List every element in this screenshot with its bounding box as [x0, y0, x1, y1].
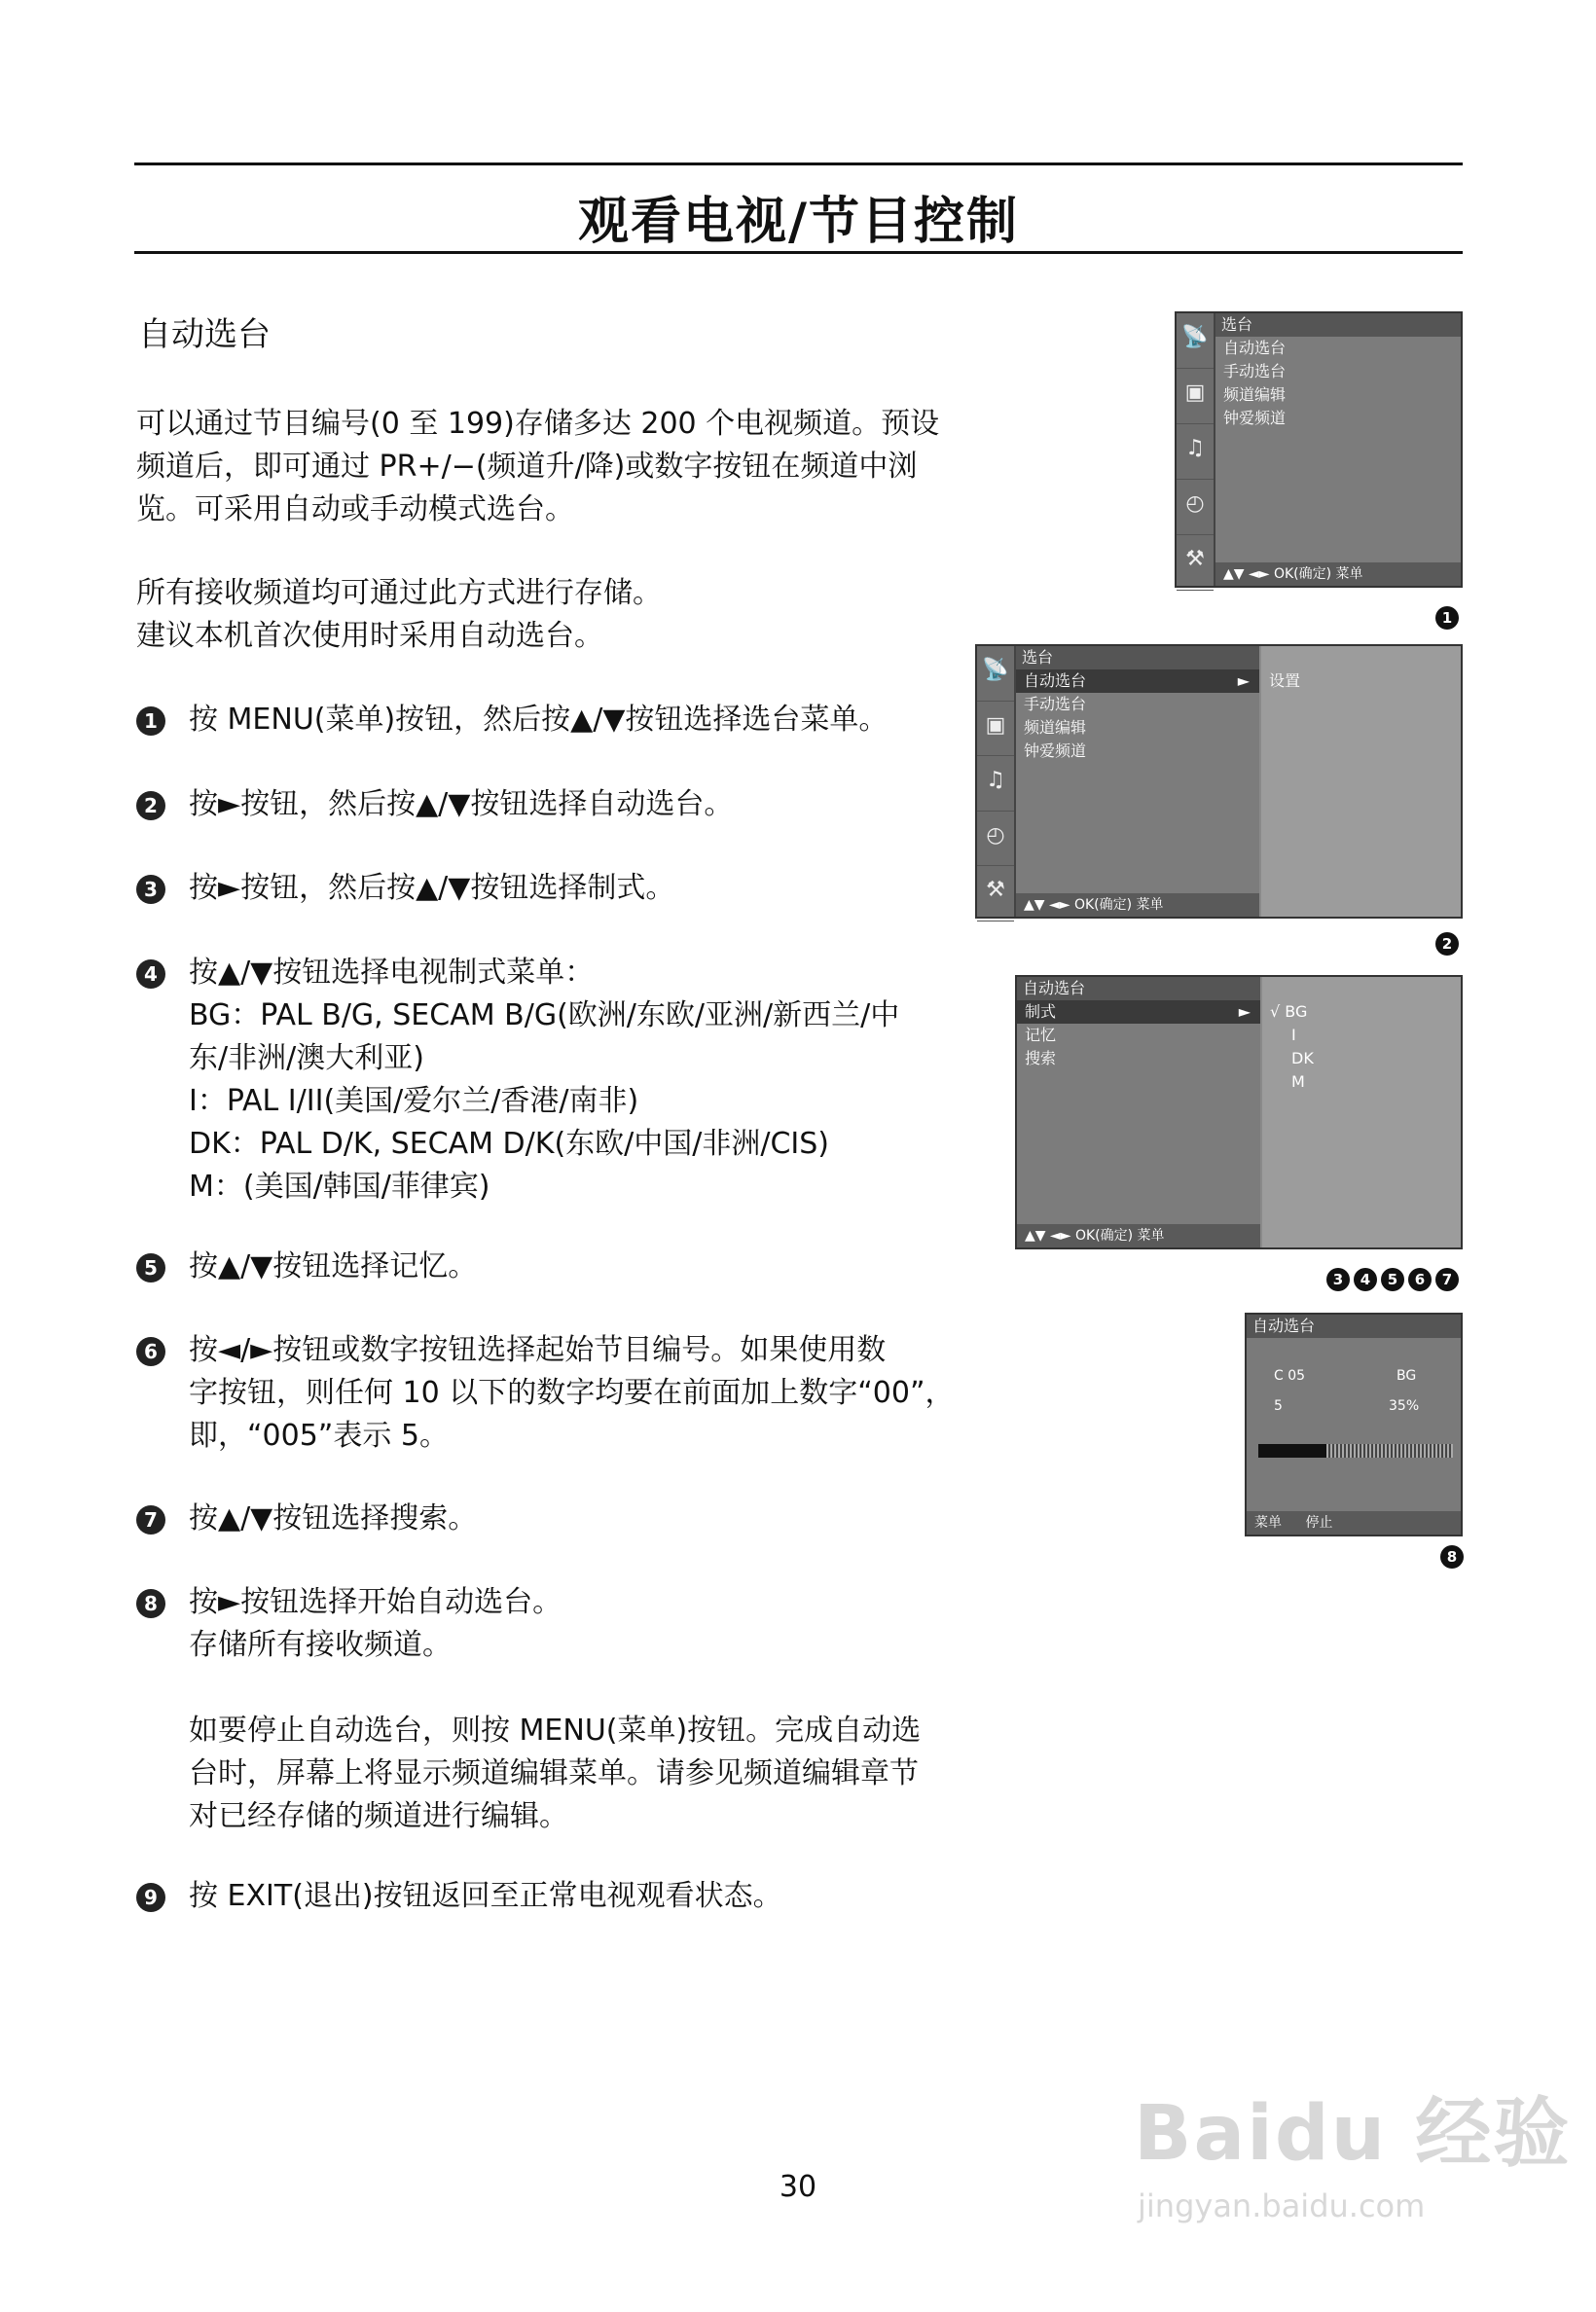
osd-footer: ▲▼ ◄► OK(确定) 菜单 — [1016, 893, 1259, 917]
osd-menu-item: 自动选台 — [1223, 339, 1287, 357]
osd-menu-item-selected — [1016, 669, 1259, 693]
intro-line: 所有接收频道均可通过此方式进行存储。 — [136, 576, 662, 610]
step-text: 按►按钮选择开始自动选台。 — [189, 1585, 562, 1619]
osd-auto-tune-select — [975, 644, 1463, 919]
figure-badge: 7 — [1435, 1268, 1459, 1291]
osd-option: M — [1291, 1072, 1305, 1091]
step-gap — [189, 1667, 993, 1710]
osd-header: 选台 — [1016, 646, 1259, 669]
osd-menu-item-label: 自动选台 — [1024, 671, 1087, 690]
step-text: M：(美国/韩国/菲律宾) — [189, 1170, 490, 1204]
step-text: 按►按钮，然后按▲/▼按钮选择制式。 — [189, 871, 675, 905]
osd-footer-menu: 菜单 — [1254, 1515, 1282, 1531]
osd-options-panel — [1262, 977, 1461, 1247]
step-8 — [136, 1581, 993, 1838]
osd-auto-tune-progress — [1245, 1313, 1463, 1536]
section-title: 自动选台 — [138, 315, 271, 354]
step-number: 5 — [136, 1253, 165, 1282]
osd-system-select — [1015, 975, 1463, 1249]
osd-icon-bar — [1177, 313, 1215, 586]
osd-menu-panel — [1215, 313, 1461, 586]
watermark-brand: Baidu 经验 — [1134, 2090, 1572, 2178]
step-text: 如要停止自动选台，则按 MENU(菜单)按钮。完成自动选 — [189, 1714, 922, 1748]
step-text: I：PAL I/II(美国/爱尔兰/香港/南非) — [189, 1084, 639, 1118]
osd-option: I — [1291, 1026, 1296, 1044]
step-text: BG：PAL B/G, SECAM B/G(欧洲/东欧/亚洲/新西兰/中 — [189, 998, 900, 1032]
step-number: 2 — [136, 791, 165, 820]
osd-submenu-panel — [1261, 646, 1461, 917]
antenna-icon: 📡 — [977, 646, 1014, 702]
osd-footer: ▲▼ ◄► OK(确定) 菜单 — [1017, 1224, 1260, 1247]
figure-badge: 5 — [1381, 1268, 1404, 1291]
step-4 — [136, 952, 993, 1209]
osd-header: 选台 — [1215, 313, 1461, 337]
figure-badge: 4 — [1354, 1268, 1377, 1291]
osd-header: 自动选台 — [1247, 1315, 1461, 1338]
osd-menu-item: 频道编辑 — [1024, 718, 1087, 737]
step-text: 按▲/▼按钮选择电视制式菜单： — [189, 956, 595, 990]
osd-menu-item: 钟爱频道 — [1024, 741, 1087, 760]
osd-menu-item: 搜索 — [1025, 1049, 1057, 1067]
page-number: 30 — [779, 2170, 817, 2204]
step-2 — [136, 783, 993, 826]
step-text: 东/非洲/澳大利亚) — [189, 1041, 424, 1075]
title-underline — [134, 251, 1463, 254]
step-number: 6 — [136, 1337, 165, 1366]
step-text: 按 EXIT(退出)按钮返回至正常电视观看状态。 — [189, 1879, 782, 1913]
tools-icon: ⚒ — [977, 866, 1014, 921]
osd-submenu-item: 设置 — [1269, 671, 1301, 690]
baidu-watermark — [1134, 2073, 1571, 2224]
osd-header: 自动选台 — [1017, 977, 1260, 1000]
step-number: 7 — [136, 1505, 165, 1535]
step-text: 台时，屏幕上将显示频道编辑菜单。请参见频道编辑章节 — [189, 1756, 919, 1790]
step-5 — [136, 1246, 993, 1288]
sound-icon: ♫ — [1177, 424, 1214, 480]
osd-option: DK — [1291, 1049, 1314, 1067]
step-7 — [136, 1498, 993, 1540]
intro-paragraph-2 — [136, 572, 983, 658]
step-3 — [136, 867, 993, 910]
step-text: 按 MENU(菜单)按钮，然后按▲/▼按钮选择选台菜单。 — [189, 703, 889, 737]
step-number: 8 — [136, 1589, 165, 1618]
figure-badge: 3 — [1326, 1268, 1350, 1291]
step-text: 按◄/►按钮或数字按钮选择起始节目编号。如果使用数 — [189, 1333, 887, 1367]
osd-menu-item: 手动选台 — [1024, 695, 1087, 713]
arrow-right-icon: ► — [1238, 1002, 1251, 1021]
osd-channel-label: C 05 — [1274, 1368, 1306, 1384]
intro-paragraph-1 — [136, 403, 983, 531]
figure-badge: 2 — [1435, 932, 1459, 956]
osd-percent-label: 35% — [1389, 1398, 1420, 1414]
progress-bar — [1258, 1444, 1453, 1458]
step-text: 按▲/▼按钮选择记忆。 — [189, 1249, 478, 1283]
antenna-icon: 📡 — [1177, 313, 1214, 369]
osd-option-checked: √ BG — [1270, 1002, 1308, 1021]
osd-menu-item-selected — [1017, 1000, 1260, 1024]
osd-program-label: 5 — [1274, 1398, 1283, 1414]
osd-menu-panel — [1017, 977, 1260, 1247]
arrow-right-icon: ► — [1237, 671, 1250, 690]
step-text: 按▲/▼按钮选择搜索。 — [189, 1501, 478, 1535]
osd-system-label: BG — [1396, 1368, 1417, 1384]
intro-line: 可以通过节目编号(0 至 199)存储多达 200 个电视频道。预设 — [136, 407, 940, 441]
intro-line: 览。可采用自动或手动模式选台。 — [136, 492, 574, 526]
osd-menu-panel — [1016, 646, 1259, 917]
tools-icon: ⚒ — [1177, 535, 1214, 591]
clock-icon: ◴ — [1177, 480, 1214, 535]
picture-icon: ▣ — [1177, 369, 1214, 424]
step-1 — [136, 699, 993, 741]
step-text: 对已经存储的频道进行编辑。 — [189, 1799, 568, 1833]
step-text: 即，“005”表示 5。 — [189, 1419, 449, 1453]
clock-icon: ◴ — [977, 812, 1014, 867]
step-9 — [136, 1875, 993, 1918]
figure-badge: 1 — [1435, 606, 1459, 630]
osd-icon-bar — [977, 646, 1016, 917]
osd-footer — [1247, 1511, 1461, 1535]
intro-line: 频道后，即可通过 PR+/−(频道升/降)或数字按钮在频道中浏 — [136, 450, 918, 484]
watermark-url: jingyan.baidu.com — [1138, 2187, 1426, 2224]
page-title: 观看电视/节目控制 — [578, 193, 1019, 251]
picture-icon: ▣ — [977, 702, 1014, 757]
step-text: 按►按钮，然后按▲/▼按钮选择自动选台。 — [189, 787, 734, 821]
progress-fill — [1258, 1444, 1326, 1458]
osd-menu-item: 手动选台 — [1223, 362, 1287, 380]
step-number: 3 — [136, 875, 165, 904]
step-6 — [136, 1329, 993, 1458]
step-text: 字按钮，则任何 10 以下的数字均要在前面加上数字“00”， — [189, 1376, 955, 1410]
step-text: DK：PAL D/K, SECAM D/K(东欧/中国/非洲/CIS) — [189, 1127, 830, 1161]
figure-badge: 8 — [1440, 1545, 1464, 1569]
osd-footer: ▲▼ ◄► OK(确定) 菜单 — [1215, 562, 1461, 586]
step-number: 9 — [136, 1883, 165, 1912]
figure-badge-group — [1326, 1268, 1459, 1291]
step-number: 1 — [136, 706, 165, 736]
step-number: 4 — [136, 959, 165, 989]
figure-badge: 6 — [1408, 1268, 1432, 1291]
sound-icon: ♫ — [977, 756, 1014, 812]
osd-channel-menu — [1175, 311, 1463, 588]
osd-menu-item-label: 制式 — [1025, 1002, 1057, 1021]
osd-menu-item: 钟爱频道 — [1223, 409, 1287, 427]
intro-line: 建议本机首次使用时采用自动选台。 — [136, 619, 603, 653]
osd-menu-item: 记忆 — [1025, 1026, 1057, 1044]
osd-footer-stop: 停止 — [1305, 1515, 1333, 1531]
osd-menu-item: 频道编辑 — [1223, 385, 1287, 404]
step-text: 存储所有接收频道。 — [189, 1628, 452, 1662]
top-rule — [134, 163, 1463, 165]
